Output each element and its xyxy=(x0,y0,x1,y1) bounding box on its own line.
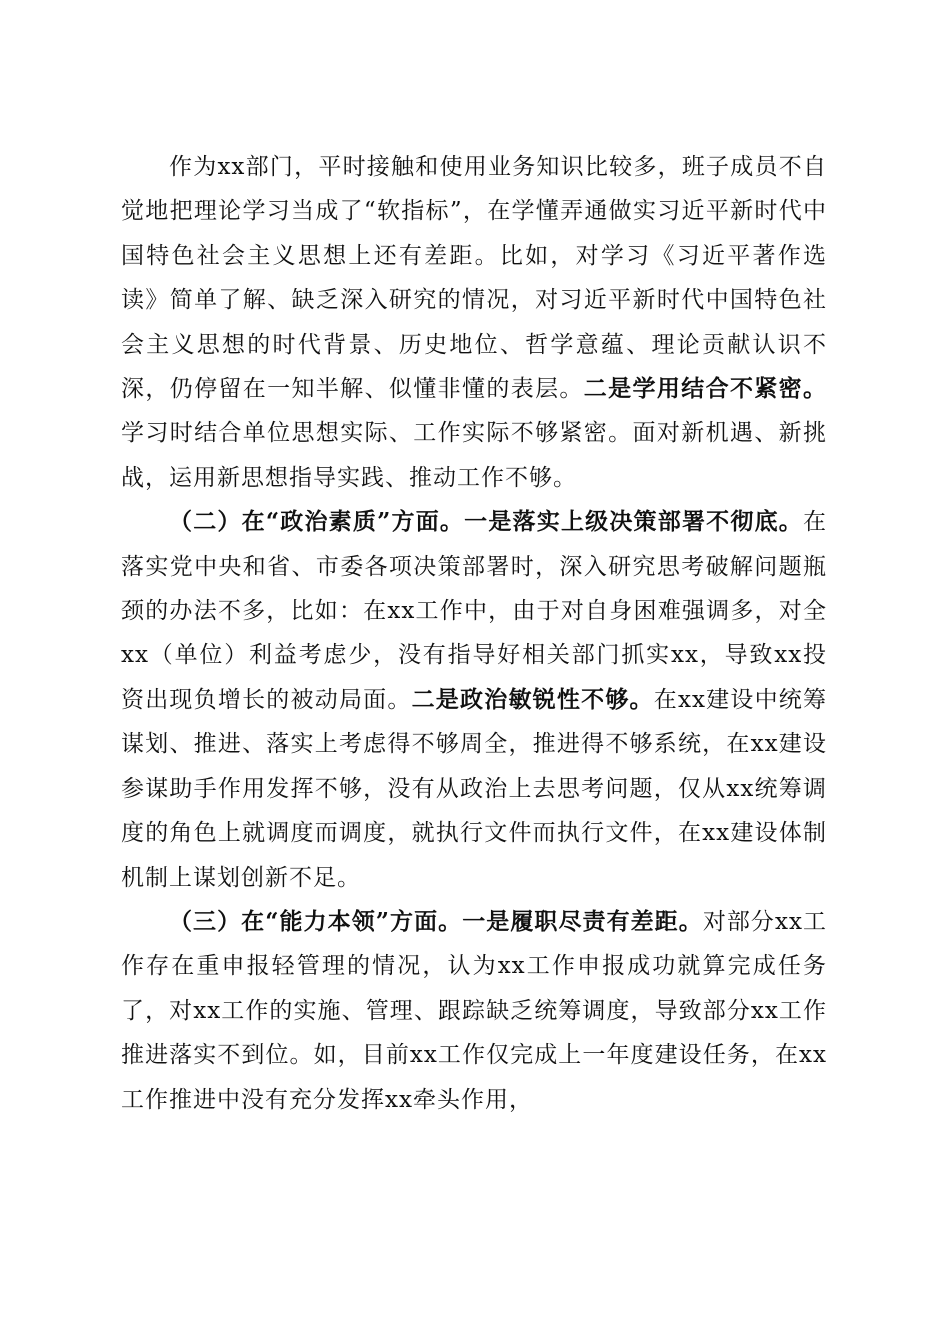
bold-heading-text: 二是学用结合不紧密。 xyxy=(583,375,828,403)
paragraph-2 xyxy=(121,500,827,900)
paragraph-3 xyxy=(121,900,827,1122)
section-heading-political-quality: （二）在“政治素质”方面。一是落实上级决策部署不彻底。 xyxy=(169,508,803,536)
section-heading-ability: （三）在“能力本领”方面。一是履职尽责有差距。 xyxy=(169,907,703,935)
paragraph-text: 在落实党中央和省、市委各项决策部署时，深入研究思考破解问题瓶颈的办法不多，比如：在xx工作中，由于对自身困难强调多，对全xx（单位）利益考虑少，没有指导好相关部门抓实xx，导致xx投资出现负增长的被动局面。 xyxy=(121,509,827,713)
document-body xyxy=(121,145,827,1122)
paragraph-1 xyxy=(121,145,827,500)
paragraph-text: 在xx建设中统筹谋划、推进、落实上考虑得不够周全，推进得不够系统，在xx建设参谋助手作用发挥不够，没有从政治上去思考问题，仅从xx统筹调度的角色上就调度而调度，就执行文件而执行文件，在xx建设体制机制上谋划创新不足。 xyxy=(121,686,828,891)
bold-heading-text: 二是政治敏锐性不够。 xyxy=(411,685,654,713)
paragraph-text: 对部分xx工作存在重申报轻管理的情况，认为xx工作申报成功就算完成任务了，对xx工作的实施、管理、跟踪缺乏统筹调度，导致部分xx工作推进落实不到位。如，目前xx工作仅完成上一年度建设任务，在xx工作推进中没有充分发挥xx牵头作用， xyxy=(121,908,827,1113)
paragraph-text: 学习时结合单位思想实际、工作实际不够紧密。面对新机遇、新挑战，运用新思想指导实践、推动工作不够。 xyxy=(121,420,827,491)
paragraph-text: 作为xx部门，平时接触和使用业务知识比较多，班子成员不自觉地把理论学习当成了“软指标”，在学懂弄通做实习近平新时代中国特色社会主义思想上还有差距。比如，对学习《习近平著作选读》简单了解、缺乏深入研究的情况，对习近平新时代中国特色社会主义思想的时代背景、历史地位、哲学意蕴、理论贡献认识不深，仍停留在一知半解、似懂非懂的表层。 xyxy=(121,154,827,403)
